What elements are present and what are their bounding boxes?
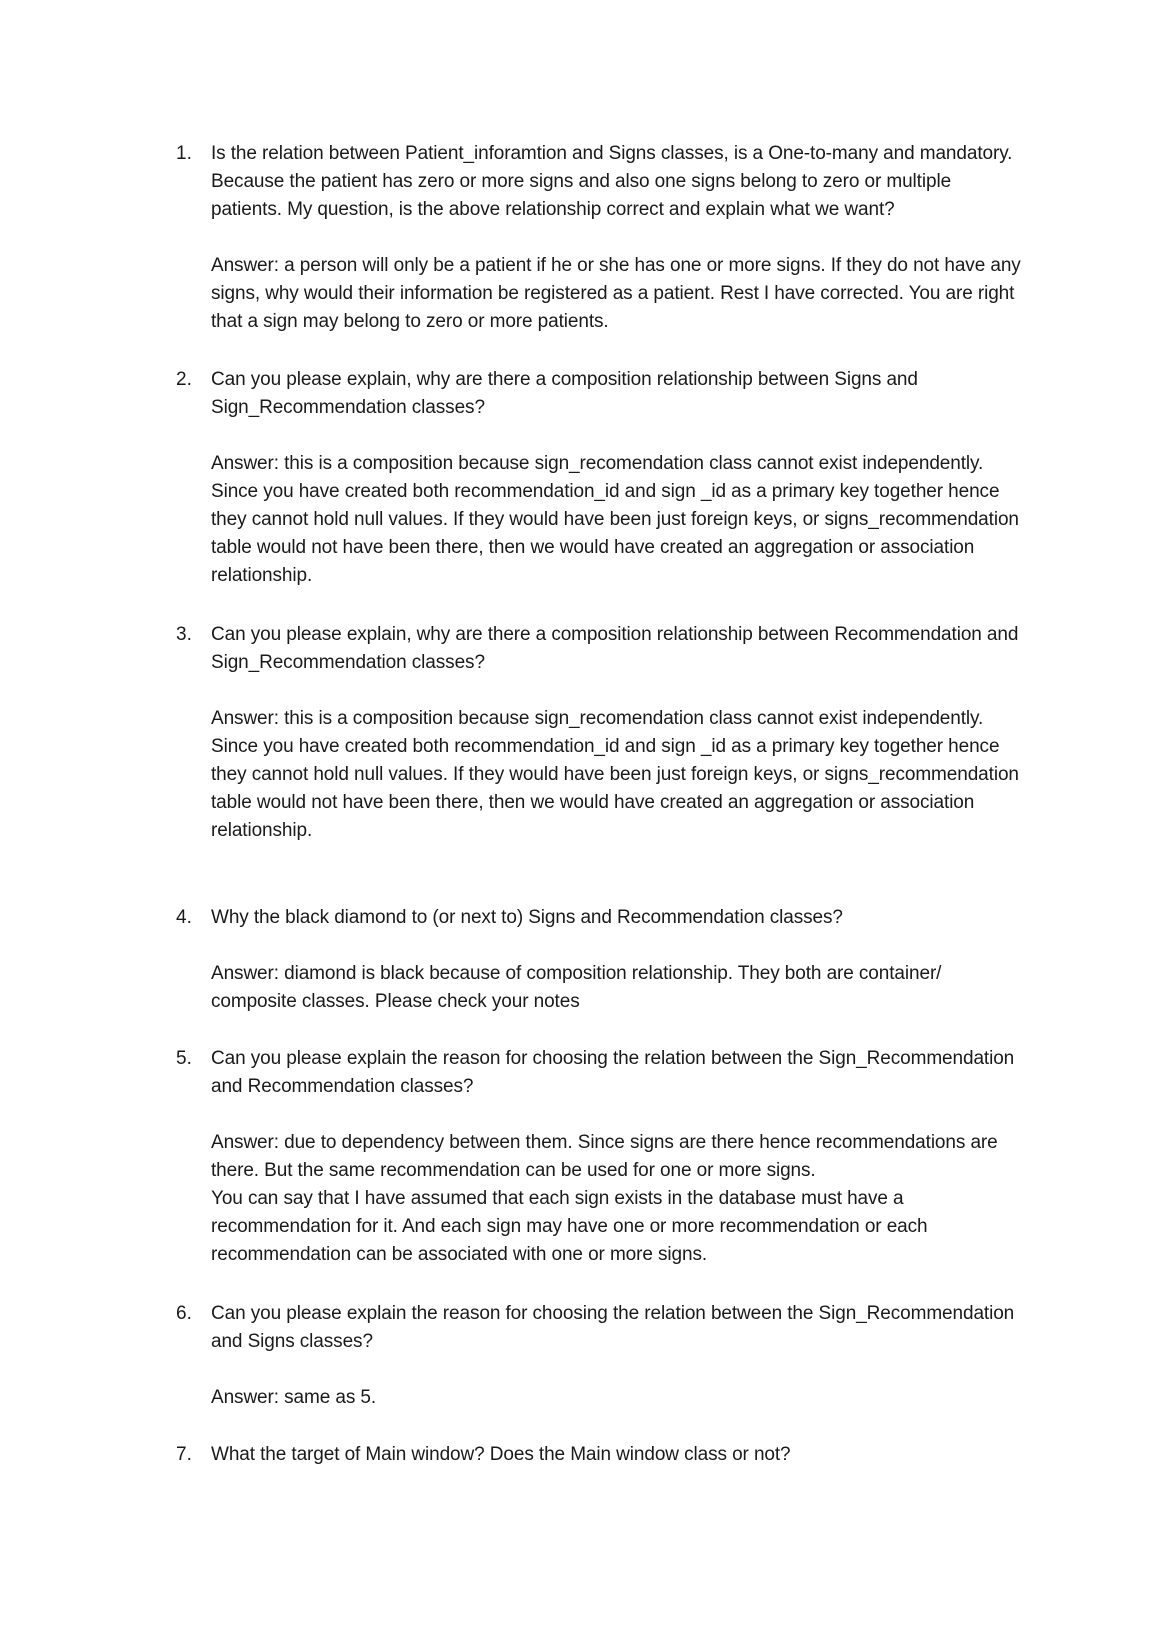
list-item-2 [176,366,1026,590]
answer-text-continued: You can say that I have assumed that each sign exists in the database must have a recommendation for it. And each sign may have one or more recommendation or each recommendation can be associated with one or more signs. [211,1188,928,1265]
answer-text: Answer: same as 5. [211,1387,377,1408]
item-number: 1. [176,143,192,164]
item-number: 5. [176,1048,192,1069]
item-number: 4. [176,907,192,928]
list-item-1 [176,140,1026,336]
list-item-5 [176,1045,1026,1269]
list-item-7 [176,1441,1026,1469]
list-item-6 [176,1300,1026,1412]
item-number: 2. [176,369,192,390]
answer-text: Answer: this is a composition because sign_recomendation class cannot exist independently. Since you have created both recommendation_id and sign _id as a primary key together hence they cannot hold null values. If they would have been just foreign keys, or signs_recommendation table would not have been there, then we would have created an aggregation or association relationship. [211,453,1019,586]
answer-text: Answer: due to dependency between them. Since signs are there hence recommendations are there. But the same recommendation can be used for one or more signs. [211,1132,998,1181]
question-text: Why the black diamond to (or next to) Signs and Recommendation classes? [211,907,843,928]
question-text: What the target of Main window? Does the Main window class or not? [211,1444,791,1465]
list-item-4 [176,904,1026,1016]
answer-text: Answer: a person will only be a patient if he or she has one or more signs. If they do not have any signs, why would their information be registered as a patient. Rest I have corrected. You are right that a sign may belong to zero or more patients. [211,255,1021,332]
answer-text: Answer: this is a composition because sign_recomendation class cannot exist independently. Since you have created both recommendation_id and sign _id as a primary key together hence they cannot hold null values. If they would have been just foreign keys, or signs_recommendation table would not have been there, then we would have created an aggregation or association relationship. [211,708,1019,841]
answer-text: Answer: diamond is black because of composition relationship. They both are container/ composite classes. Please check your notes [211,963,942,1012]
question-text: Can you please explain, why are there a composition relationship between Signs and Sign_Recommendation classes? [211,369,918,418]
item-number: 7. [176,1444,192,1465]
question-text: Can you please explain the reason for choosing the relation between the Sign_Recommendation and Signs classes? [211,1303,1015,1352]
item-number: 3. [176,624,192,645]
item-number: 6. [176,1303,192,1324]
question-text: Is the relation between Patient_inforamtion and Signs classes, is a One-to-many and mandatory. Because the patient has zero or more signs and also one signs belong to zero or multiple patients. My question, is the above relationship correct and explain what we want? [211,143,1013,220]
list-item-3 [176,621,1026,845]
question-text: Can you please explain the reason for choosing the relation between the Sign_Recommendation and Recommendation classes? [211,1048,1015,1097]
question-text: Can you please explain, why are there a composition relationship between Recommendation and Sign_Recommendation classes? [211,624,1019,673]
